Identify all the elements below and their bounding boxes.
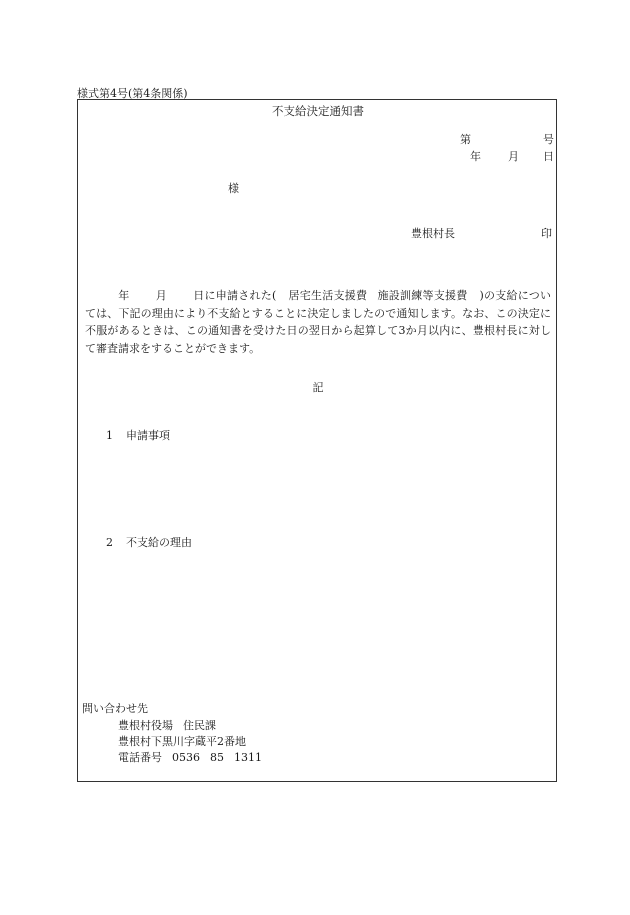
date-day: 日: [543, 150, 554, 163]
item-label: 申請事項: [126, 429, 170, 442]
issuer: 豊根村長: [411, 227, 455, 240]
recipient-suffix: 様: [228, 182, 239, 195]
ki-heading: 記: [312, 381, 324, 394]
contact-office-name: 豊根村役場: [118, 719, 173, 732]
date-year: 年: [470, 150, 481, 163]
document-title: 不支給決定通知書: [272, 104, 364, 118]
doc-number-prefix: 第: [460, 133, 471, 146]
form-label: 様式第4号(第4条関係): [77, 87, 188, 100]
seal-mark: 印: [541, 227, 552, 240]
contact-address: 豊根村下黒川字蔵平2番地: [118, 735, 246, 748]
phone-part-2: 85: [210, 751, 224, 764]
body-service-1: 居宅生活支援費: [288, 289, 368, 302]
phone-part-3: 1311: [234, 751, 262, 764]
contact-office: [118, 717, 216, 733]
body-day-text: 日に申請された(: [193, 289, 277, 302]
body-paren-close: )の支給に: [479, 289, 529, 302]
item-label: 不支給の理由: [126, 536, 192, 549]
item-application: [106, 427, 170, 443]
body-service-2: 施設訓練等支援費: [377, 289, 468, 302]
notice-body: [85, 287, 551, 357]
body-year: 年: [118, 289, 130, 302]
contact-phone: [118, 749, 262, 765]
body-month: 月: [155, 289, 167, 302]
doc-number-suffix: 号: [543, 133, 554, 146]
item-number: 2: [106, 536, 113, 549]
contact-dept: 住民課: [183, 719, 216, 732]
item-number: 1: [106, 429, 113, 442]
phone-part-1: 0536: [172, 751, 200, 764]
document-frame: [77, 99, 557, 782]
date-month: 月: [508, 150, 519, 163]
item-reason: [106, 534, 192, 550]
phone-label: 電話番号: [118, 751, 162, 764]
contact-heading: 問い合わせ先: [82, 702, 148, 715]
body-rest: ついては、下記の理由により不支給とすることに決定しましたので通知します。なお、この決定に不服があるときは、この通知書を受けた日の翌日から起算して3か月以内に、豊根村長に対して審査請求をすることができます。: [85, 289, 552, 355]
